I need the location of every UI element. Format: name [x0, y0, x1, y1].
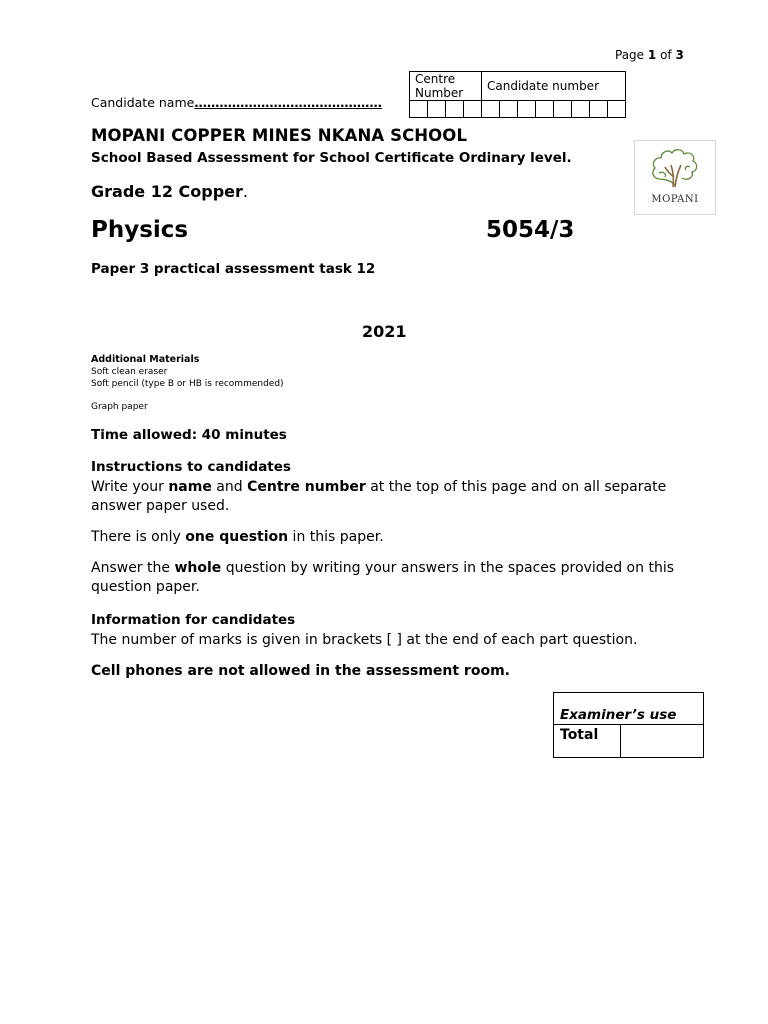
centre-digit-box[interactable]: [446, 101, 464, 118]
centre-digit-box[interactable]: [428, 101, 446, 118]
school-name: MOPANI COPPER MINES NKANA SCHOOL: [91, 126, 468, 145]
candidate-digit-box[interactable]: [572, 101, 590, 118]
mopani-logo: [634, 140, 716, 215]
examiners-use-table: [553, 692, 704, 758]
centre-header: Centre Number: [410, 72, 482, 101]
material-item: Graph paper: [91, 402, 148, 412]
centre-digit-box[interactable]: [410, 101, 428, 118]
candidate-digit-box[interactable]: [518, 101, 536, 118]
tree-logo-icon: [635, 141, 715, 193]
candidate-name-field[interactable]: Candidate name………………………………………: [91, 95, 382, 110]
material-item: Soft pencil (type B or HB is recommended): [91, 379, 284, 389]
material-item: Soft clean eraser: [91, 367, 168, 377]
instruction-paragraph: There is only one question in this paper.: [91, 529, 384, 545]
information-text: The number of marks is given in brackets [ ] at the end of each part question.: [91, 632, 638, 648]
page-number: Page 1 of 3: [615, 48, 684, 62]
subject-code: 5054/3: [486, 217, 575, 243]
information-heading: Information for candidates: [91, 612, 296, 628]
instructions-heading: Instructions to candidates: [91, 459, 291, 475]
candidate-digit-box[interactable]: [608, 101, 626, 118]
additional-materials-heading: Additional Materials: [91, 354, 200, 365]
total-score-box[interactable]: [621, 725, 704, 758]
total-label: Total: [554, 725, 621, 758]
candidate-number-header: Candidate number: [482, 72, 626, 101]
paper-title: Paper 3 practical assessment task 12: [91, 261, 376, 277]
logo-text: MOPANI: [651, 194, 699, 205]
candidate-digit-box[interactable]: [500, 101, 518, 118]
candidate-digit-box[interactable]: [590, 101, 608, 118]
subject-title: Physics: [91, 217, 189, 243]
centre-candidate-number-table: [409, 71, 626, 118]
cell-phone-notice: Cell phones are not allowed in the assessment room.: [91, 663, 510, 679]
instruction-paragraph: Answer the whole question by writing your answers in the spaces provided on this question paper.: [91, 560, 674, 595]
centre-digit-box[interactable]: [464, 101, 482, 118]
assessment-subtitle: School Based Assessment for School Certificate Ordinary level.: [91, 150, 572, 166]
examiners-use-heading: Examiner’s use: [554, 693, 704, 725]
instruction-paragraph: Write your name and Centre number at the top of this page and on all separate answer paper used.: [91, 479, 667, 514]
candidate-digit-box[interactable]: [536, 101, 554, 118]
candidate-digit-box[interactable]: [554, 101, 572, 118]
exam-year: 2021: [362, 322, 407, 341]
time-allowed: Time allowed: 40 minutes: [91, 427, 287, 443]
candidate-digit-box[interactable]: [482, 101, 500, 118]
grade-title: Grade 12 Copper.: [91, 182, 249, 201]
